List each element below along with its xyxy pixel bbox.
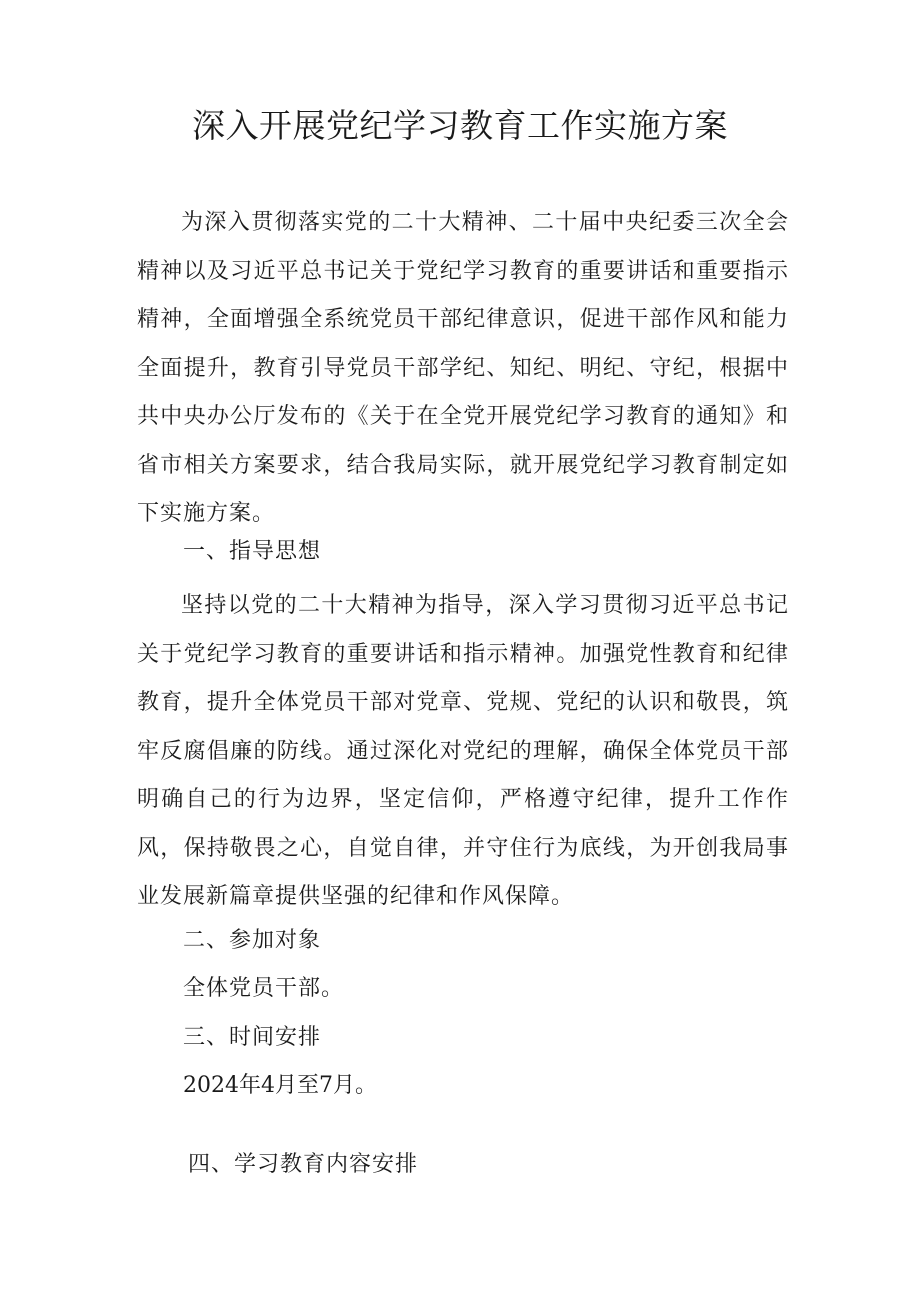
section-body-schedule: 2024年4月至7月。 (183, 1073, 377, 1098)
section-body-guiding-ideology: 坚持以党的二十大精神为指导，深入学习贯彻习近平总书记关于党纪学习教育的重要讲话和指示精神。加强党性教育和纪律教育，提升全体党员干部对党章、党规、党纪的认识和敬畏，筑牢反腐倡廉的防线。通过深化对党纪的理解，确保全体党员干部明确自己的行为边界，坚定信仰，严格遵守纪律，提升工作作风，保持敬畏之心，自觉自律，并守住行为底线，为开创我局事业发展新篇章提供坚强的纪律和作风保障。 (137, 593, 789, 909)
section-body-participants: 全体党员干部。 (183, 976, 345, 1001)
section-heading-schedule: 三、时间安排 (183, 1025, 322, 1050)
intro-paragraph: 为深入贯彻落实党的二十大精神、二十届中央纪委三次全会精神以及习近平总书记关于党纪学习教育的重要讲话和重要指示精神，全面增强全系统党员干部纪律意识，促进干部作风和能力全面提升，教育引导党员干部学纪、知纪、明纪、守纪，根据中共中央办公厅发布的《关于在全党开展党纪学习教育的通知》和省市相关方案要求，结合我局实际，就开展党纪学习教育制定如下实施方案。 (137, 210, 789, 526)
section-heading-participants: 二、参加对象 (183, 928, 322, 953)
document-title: 深入开展党纪学习教育工作实施方案 (192, 106, 728, 145)
section-heading-content-arrangement: 四、学习教育内容安排 (188, 1152, 419, 1177)
section-heading-guiding-ideology: 一、指导思想 (183, 539, 322, 564)
